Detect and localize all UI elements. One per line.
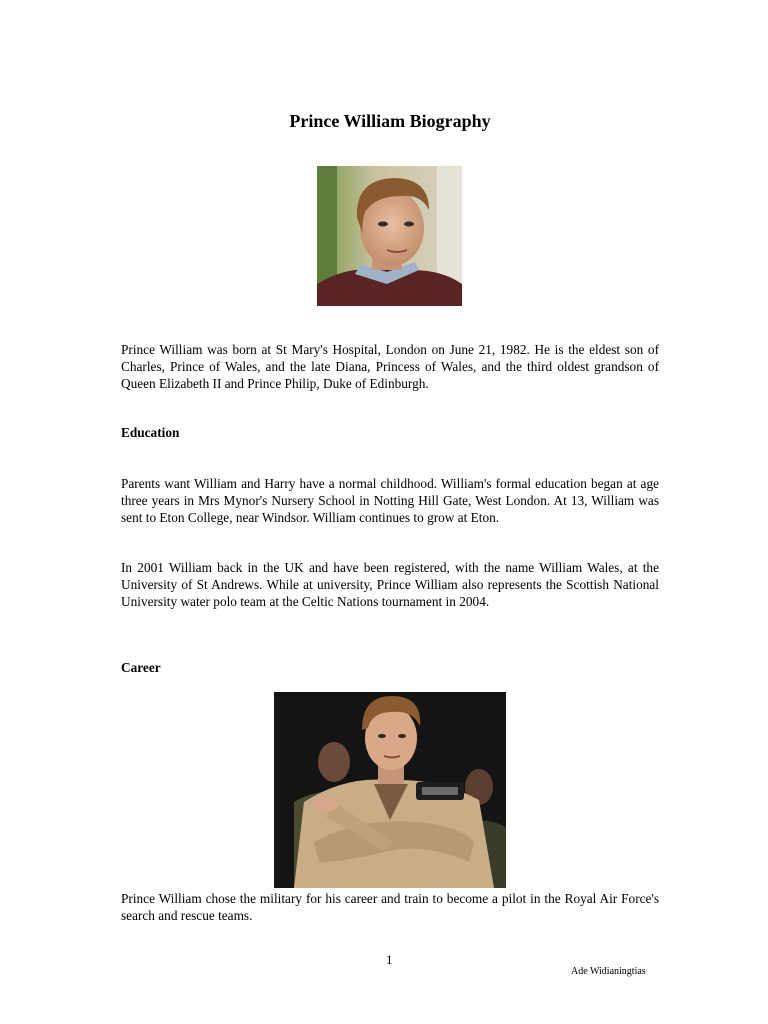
author-name: Ade Widianingtias [571, 966, 646, 977]
career-paragraph: Prince William chose the military for his career and train to become a pilot in the Royal Air Force's search and rescue teams. [121, 891, 659, 923]
education-paragraph-2: In 2001 William back in the UK and have been registered, with the name William Wales, at the University of St Andrews. While at university, Prince William also represents the Scottish National University water polo team at the Celtic Nations tournament in 2004. [121, 560, 659, 609]
portrait-photo [317, 166, 462, 306]
section-heading-education: Education [121, 425, 180, 440]
education-paragraph-1: Parents want William and Harry have a normal childhood. William's formal education began at age three years in Mrs Mynor's Nursery School in Notting Hill Gate, West London. At 13, William was sent to Eton College, near Windsor. William continues to grow at Eton. [121, 476, 659, 525]
career-photo [274, 692, 506, 888]
section-heading-career: Career [121, 660, 161, 675]
intro-paragraph: Prince William was born at St Mary's Hospital, London on June 21, 1982. He is the eldest son of Charles, Prince of Wales, and the late Diana, Princess of Wales, and the third oldest grandson of Queen Elizabeth II and Prince Philip, Duke of Edinburgh. [121, 342, 659, 391]
page-title: Prince William Biography [289, 111, 491, 131]
page-number: 1 [386, 952, 393, 967]
